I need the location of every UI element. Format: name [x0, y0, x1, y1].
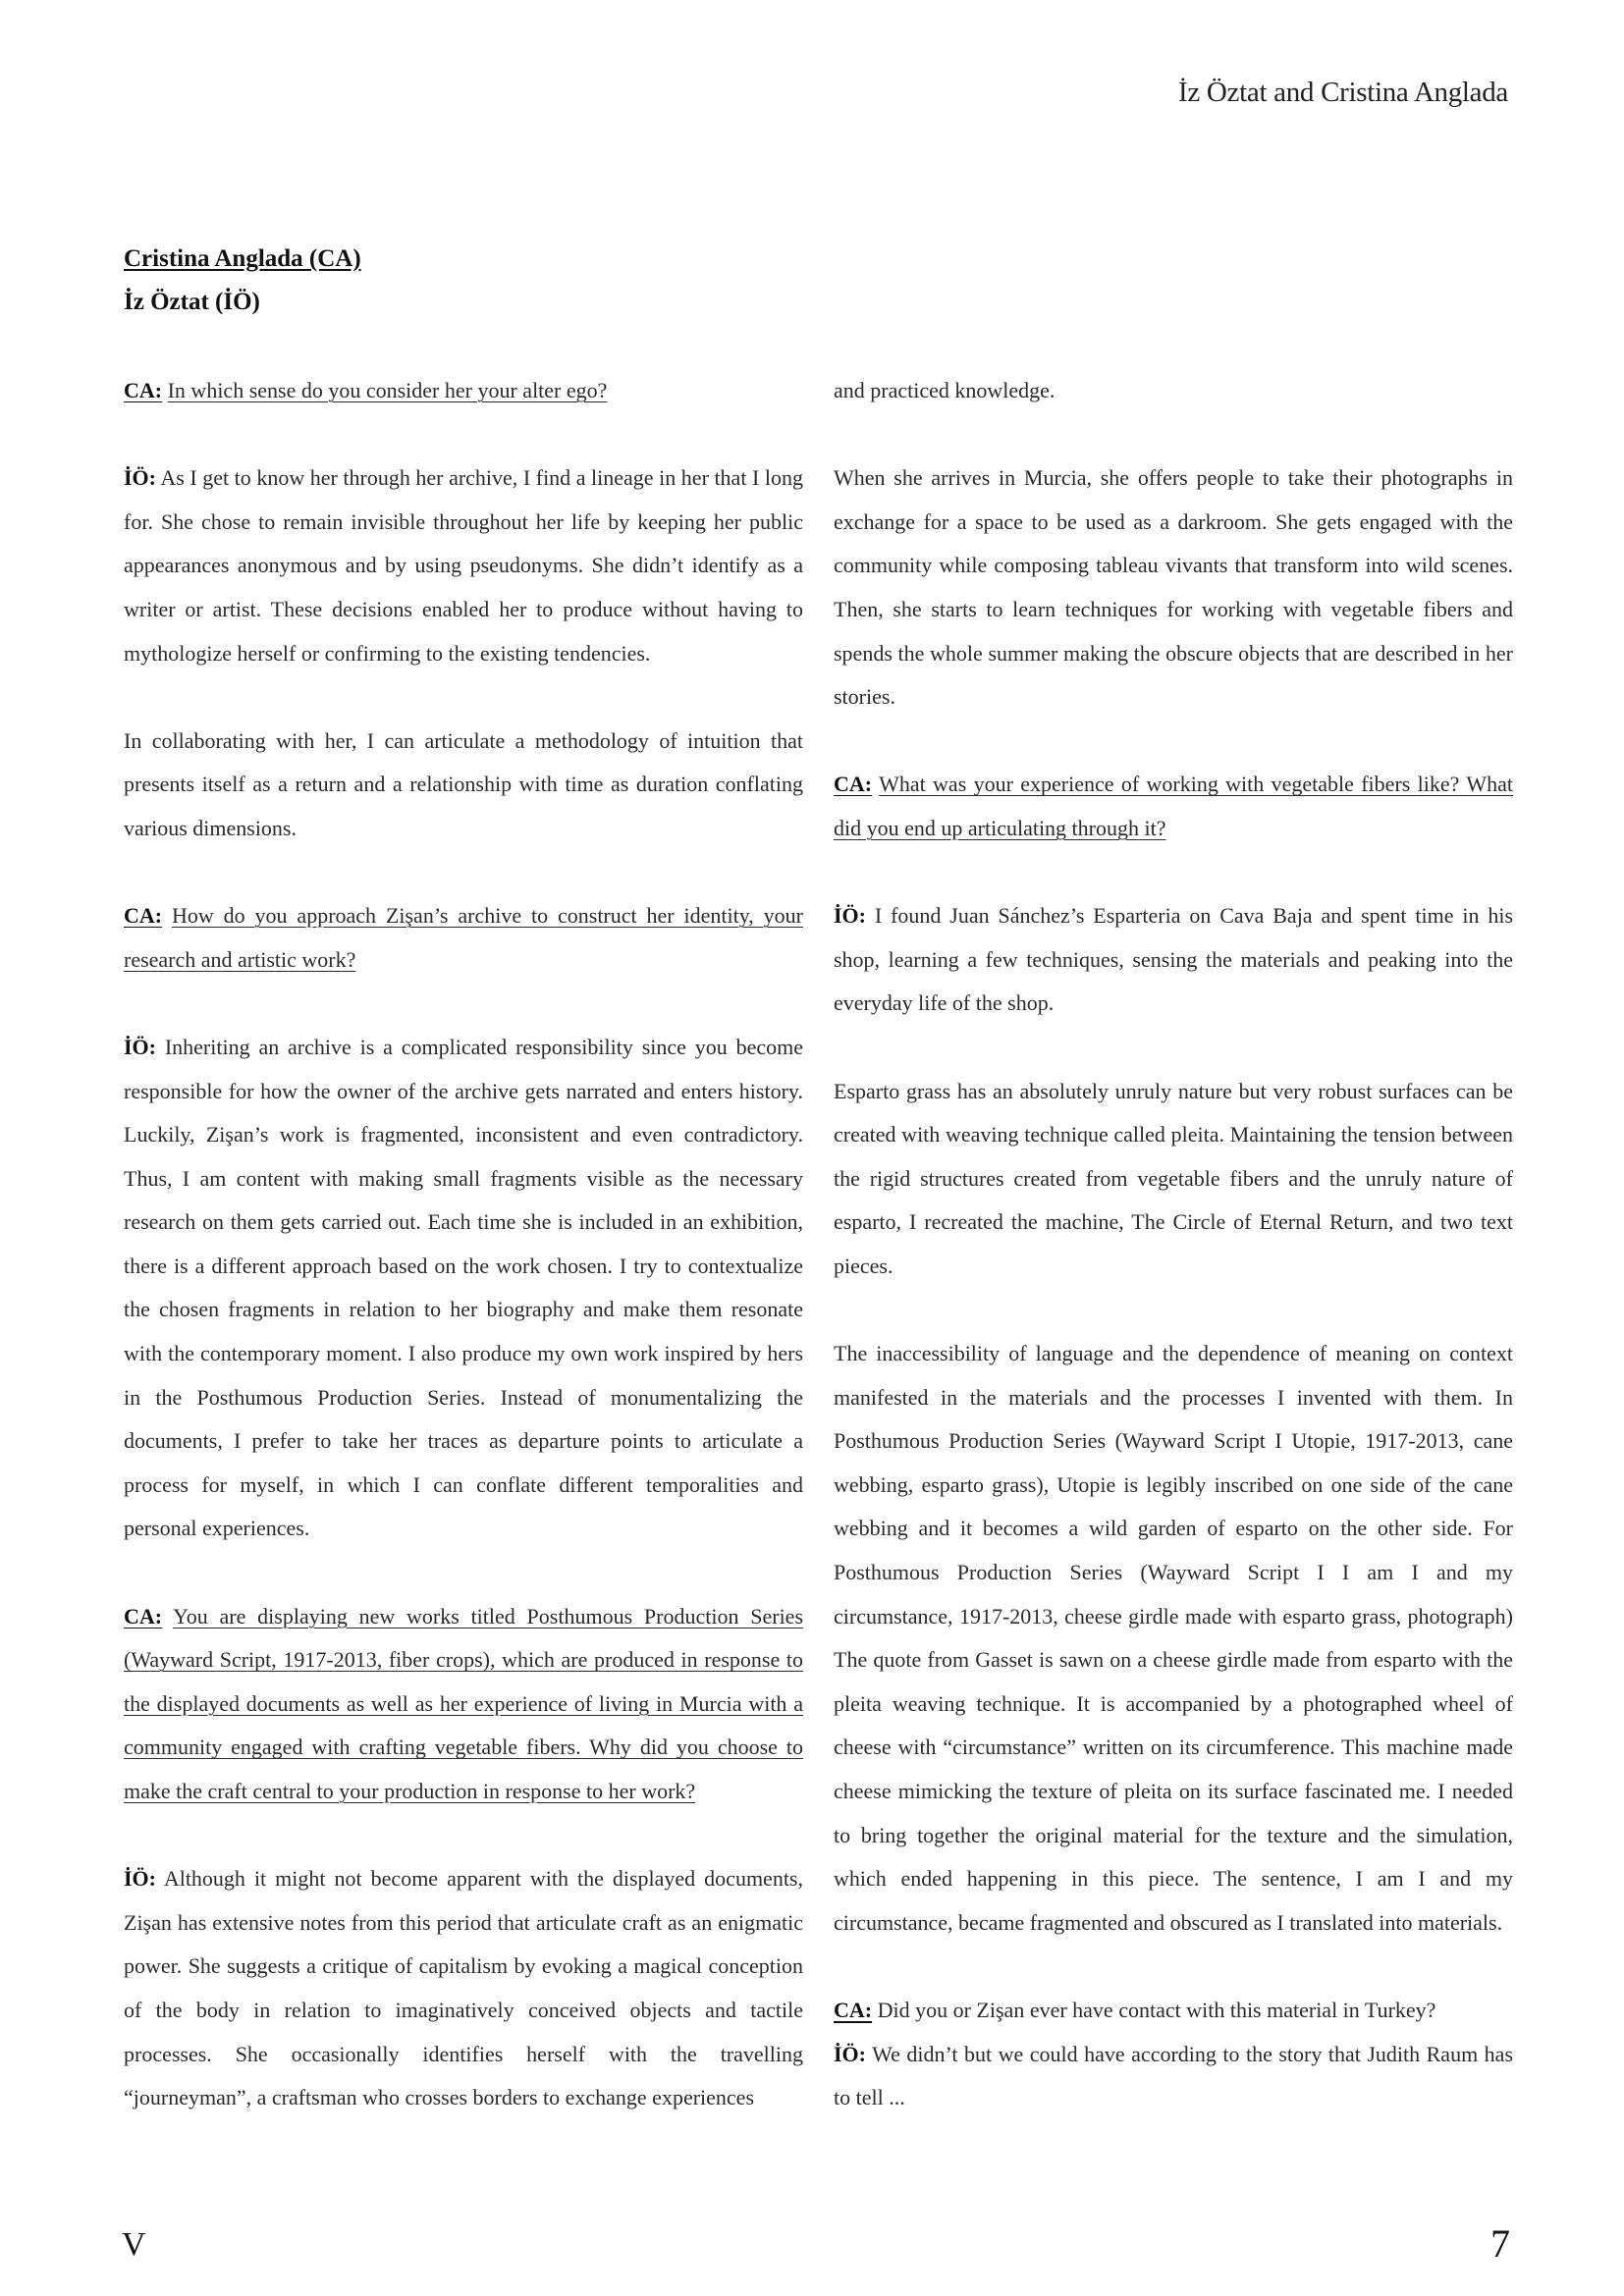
- question-text: You are displaying new works titled Posthumous Production Series (Wayward Script, 1917-2013, fiber crops), which are produced in response to the displayed documents as well as her experience of living in Murcia with a community engaged with crafting vegetable fibers. Why did you choose to make the craft central to your production in response to her work?: [124, 1603, 804, 1803]
- speaker-ca: CA:: [834, 772, 873, 797]
- answer-2: [124, 1026, 803, 1551]
- participant-io: İz Öztat (İÖ): [124, 289, 260, 315]
- answer-3-continued: and practiced knowledge.: [834, 378, 1056, 402]
- answer-3: [124, 1857, 803, 2120]
- speaker-ca: CA:: [124, 1603, 163, 1629]
- question-3: [124, 1595, 803, 1814]
- speaker-ca: CA:: [124, 378, 163, 402]
- answer-1a: [124, 456, 803, 675]
- answer-text: Inheriting an archive is a complicated responsibility since you become responsible for how the owner of the archive gets narrated and enters history. Luckily, Zişan’s work is fragmented, inconsistent and even contradictory. Thus, I am content with making small fragments visible as the necessary research on them gets carried out. Each time she is included in an exhibition, there is a different approach based on the work chosen. I try to contextualize the chosen fragments in relation to her biography and make them resonate with the contemporary moment. I also produce my own work inspired by hers in the Posthumous Production Series. Instead of monumentalizing the documents, I prefer to take her traces as departure points to articulate a process for myself, in which I can conflate different temporalities and personal experiences.: [124, 1034, 803, 1541]
- speaker-io: İÖ:: [834, 903, 866, 929]
- question-1: [124, 369, 803, 413]
- speaker-io: İÖ:: [124, 1866, 156, 1892]
- answer-5: [834, 2033, 1513, 2120]
- speaker-ca: CA:: [834, 1997, 873, 2022]
- answer-text: As I get to know her through her archive, I find a lineage in her that I long for. She chose to remain invisible throughout her life by keeping her public appearances anonymous and by using pseudonyms. She didn’t identify as a writer or artist. These decisions enabled her to produce without having to mythologize herself or confirming to the existing tendencies.: [124, 465, 803, 666]
- answer-1b: In collaborating with her, I can articulate a methodology of intuition that presents itself as a return and a relationship with time as duration conflating various dimensions.: [124, 727, 803, 840]
- participant-ca: Cristina Anglada (CA): [124, 245, 361, 272]
- answer-text: Although it might not become apparent with the displayed documents, Zişan has extensive notes from this period that articulate craft as an enigmatic power. She suggests a critique of capitalism by evoking a magical conception of the body in relation to imaginatively conceived objects and tactile processes. She occasionally identifies herself with the travelling “journeyman”, a craftsman who crosses borders to exchange experiences: [124, 1866, 803, 2110]
- footer-mark: V: [122, 2226, 146, 2263]
- question-2: [124, 894, 803, 982]
- page-number: 7: [1490, 2221, 1510, 2266]
- answer-text: We didn’t but we could have according to the story that Judith Raum has to tell ...: [834, 2041, 1514, 2110]
- speaker-io: İÖ:: [124, 1034, 156, 1059]
- left-column: [124, 369, 803, 2120]
- participants-block: [124, 238, 361, 324]
- answer-4a: [834, 894, 1513, 1026]
- question-5: [834, 1989, 1513, 2033]
- running-header: İz Öztat and Cristina Anglada: [1178, 77, 1508, 108]
- answer-text: I found Juan Sánchez’s Esparteria on Cava Baja and spent time in his shop, learning a few techniques, sensing the materials and peaking into the everyday life of the shop.: [834, 903, 1514, 1016]
- question-text: How do you approach Zişan’s archive to construct her identity, your research and artistic work?: [124, 903, 803, 972]
- speaker-io: İÖ:: [124, 465, 156, 491]
- question-text: What was your experience of working with vegetable fibers like? What did you end up articulating through it?: [834, 772, 1513, 840]
- answer-3b: When she arrives in Murcia, she offers people to take their photographs in exchange for a space to be used as a darkroom. She gets engaged with the community while composing tableau vivants that transform into wild scenes. Then, she starts to learn techniques for working with vegetable fibers and spends the whole summer making the obscure objects that are described in her stories.: [834, 465, 1513, 710]
- answer-4b: Esparto grass has an absolutely unruly nature but very robust surfaces can be created with weaving technique called pleita. Maintaining the tension between the rigid structures created from vegetable fibers and the unruly nature of esparto, I recreated the machine, The Circle of Eternal Return, and two text pieces.: [834, 1078, 1513, 1278]
- question-4: [834, 763, 1513, 850]
- right-column: [834, 369, 1513, 2120]
- question-text: Did you or Zişan ever have contact with this material in Turkey?: [877, 1997, 1436, 2022]
- answer-4c: The inaccessibility of language and the dependence of meaning on context manifested in the materials and the processes I invented with them. In Posthumous Production Series (Wayward Script I Utopie, 1917-2013, cane webbing, esparto grass), Utopie is legibly inscribed on one side of the cane webbing and it becomes a wild garden of esparto on the other side. For Posthumous Production Series (Wayward Script I I am I and my circumstance, 1917-2013, cheese girdle made with esparto grass, photograph) The quote from Gasset is sawn on a cheese girdle made from esparto with the pleita weaving technique. It is accompanied by a photographed wheel of cheese with “circumstance” written on its circumference. This machine made cheese mimicking the texture of pleita on its surface fascinated me. I needed to bring together the original material for the texture and the simulation, which ended happening in this piece. The sentence, I am I and my circumstance, became fragmented and obscured as I translated into materials.: [834, 1341, 1513, 1935]
- speaker-ca: CA:: [124, 903, 163, 929]
- question-text: In which sense do you consider her your alter ego?: [167, 378, 608, 402]
- speaker-io: İÖ:: [834, 2041, 866, 2066]
